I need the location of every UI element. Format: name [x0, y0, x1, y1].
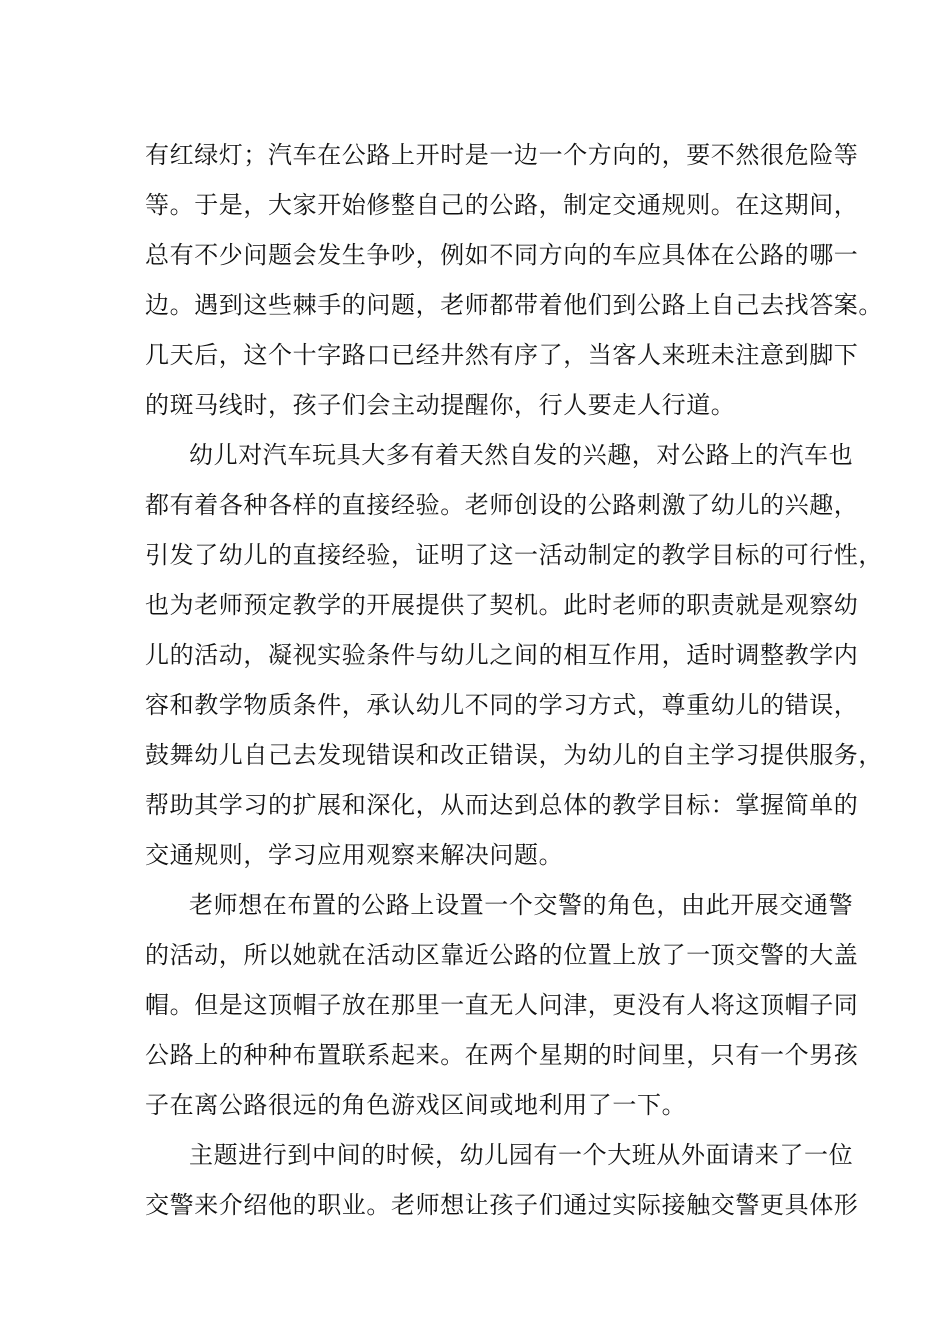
text-line: 也为老师预定教学的开展提供了契机。此时老师的职责就是观察幼 — [145, 591, 859, 619]
text-line: 有红绿灯；汽车在公路上开时是一边一个方向的，要不然很危险等 — [145, 141, 859, 169]
text-line: 帽。但是这顶帽子放在那里一直无人问津，更没有人将这顶帽子同 — [145, 991, 859, 1019]
text-line: 总有不少问题会发生争吵，例如不同方向的车应具体在公路的哪一 — [145, 241, 859, 269]
text-line: 公路上的种种布置联系起来。在两个星期的时间里，只有一个男孩 — [145, 1041, 859, 1069]
text-line: 主题进行到中间的时候，幼儿园有一个大班从外面请来了一位 — [189, 1141, 854, 1169]
text-line: 几天后，这个十字路口已经井然有序了，当客人来班未注意到脚下 — [145, 341, 859, 369]
text-line: 帮助其学习的扩展和深化，从而达到总体的教学目标：掌握简单的 — [145, 791, 859, 819]
text-line: 老师想在布置的公路上设置一个交警的角色，由此开展交通警 — [189, 891, 854, 919]
paragraph-4 — [145, 1130, 859, 1230]
text-line: 容和教学物质条件，承认幼儿不同的学习方式，尊重幼儿的错误， — [145, 691, 859, 719]
paragraph-3 — [145, 880, 859, 1130]
text-line: 幼儿对汽车玩具大多有着天然自发的兴趣，对公路上的汽车也 — [189, 441, 854, 469]
text-line: 等。于是，大家开始修整自己的公路，制定交通规则。在这期间， — [145, 191, 859, 219]
paragraph-2 — [145, 430, 883, 880]
text-line: 边。遇到这些棘手的问题，老师都带着他们到公路上自己去找答案。 — [145, 291, 883, 319]
text-line: 的活动，所以她就在活动区靠近公路的位置上放了一顶交警的大盖 — [145, 941, 859, 969]
text-line: 的斑马线时，孩子们会主动提醒你，行人要走人行道。 — [145, 391, 736, 419]
body-text — [145, 130, 883, 1230]
text-line: 交通规则，学习应用观察来解决问题。 — [145, 841, 564, 869]
text-line: 子在离公路很远的角色游戏区间或地利用了一下。 — [145, 1091, 687, 1119]
paragraph-1 — [145, 130, 883, 430]
text-line: 交警来介绍他的职业。老师想让孩子们通过实际接触交警更具体形 — [145, 1191, 859, 1219]
text-line: 儿的活动，凝视实验条件与幼儿之间的相互作用，适时调整教学内 — [145, 641, 859, 669]
text-line: 引发了幼儿的直接经验，证明了这一活动制定的教学目标的可行性， — [145, 541, 883, 569]
text-line: 都有着各种各样的直接经验。老师创设的公路刺激了幼儿的兴趣， — [145, 491, 859, 519]
text-line: 鼓舞幼儿自己去发现错误和改正错误，为幼儿的自主学习提供服务， — [145, 741, 883, 769]
